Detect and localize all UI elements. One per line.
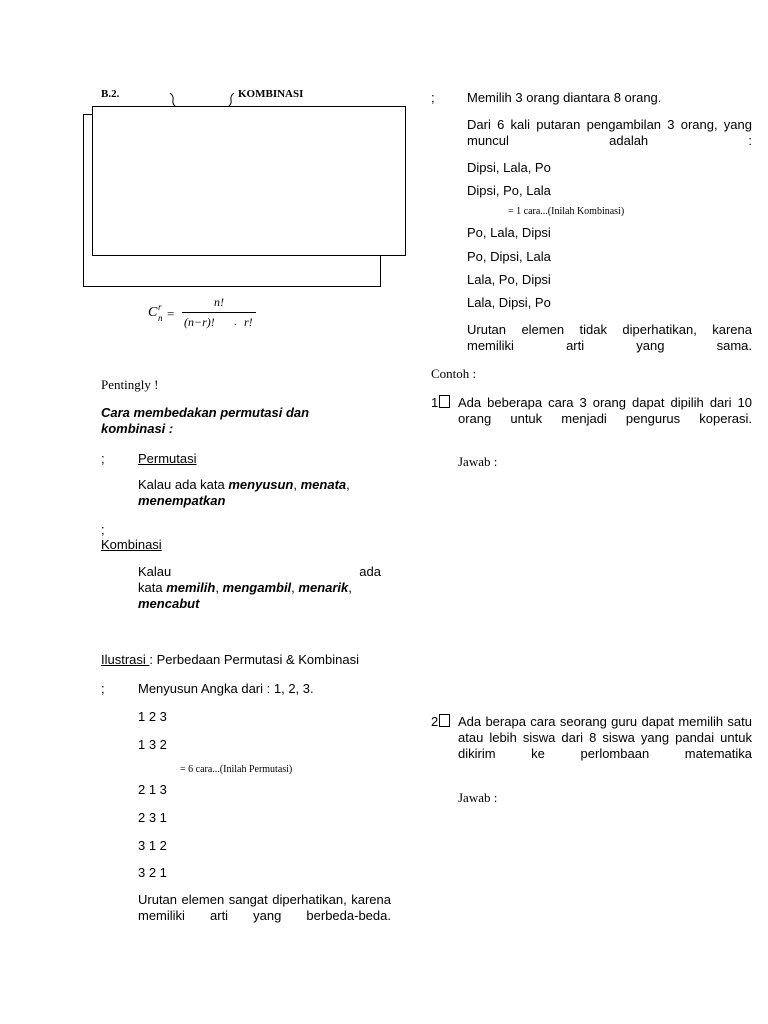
combination-formula <box>148 295 278 338</box>
bullet: ; <box>431 90 435 105</box>
example-2-number <box>431 714 450 730</box>
separator: , <box>215 580 223 595</box>
pentingly-note: Pentingly ! <box>101 377 159 392</box>
comb-row-2: Dipsi, Po, Lala <box>467 183 551 198</box>
keyword-menyusun: menyusun <box>228 477 294 492</box>
perm-row-2: 1 3 2 <box>138 737 167 752</box>
keyword-mengambil: mengambil <box>222 580 292 595</box>
section-title: KOMBINASI <box>238 88 304 100</box>
difference-heading: Cara membedakan permutasi dan kombinasi : <box>101 405 310 436</box>
memilih-text: Memilih 3 orang diantara 8 orang. <box>467 90 662 105</box>
text-kalau: Kalau <box>138 564 172 579</box>
formula-denominator-left: (n−r)! <box>184 315 215 329</box>
separator: , <box>348 580 352 595</box>
formula-equals: = <box>167 306 175 321</box>
comb-row-1: Dipsi, Lala, Po <box>467 160 551 175</box>
menyusun-text: Menyusun Angka dari : 1, 2, 3. <box>138 681 314 696</box>
example-1-number <box>431 395 450 411</box>
jawab-2: Jawab : <box>458 790 498 805</box>
comb-row-5: Lala, Po, Dipsi <box>467 272 551 287</box>
text-prefix: Kalau ada kata <box>138 477 229 492</box>
perm-conclusion: Urutan elemen sangat diperhatikan, karena memiliki arti yang berbeda-beda. <box>138 892 391 923</box>
perm-row-3: 2 1 3 <box>138 782 167 797</box>
separator: , <box>293 477 301 492</box>
keyword-menarik: menarik <box>298 580 349 595</box>
comb-row-6: Lala, Dipsi, Po <box>467 295 551 310</box>
keyword-menata: menata <box>300 477 347 492</box>
permutasi-description <box>138 477 378 509</box>
ilustrasi-line <box>101 652 359 668</box>
section-number: B.2. <box>101 88 120 100</box>
separator: , <box>346 477 350 492</box>
keyword-menempatkan: menempatkan <box>138 493 226 508</box>
bullet: ; <box>101 522 105 537</box>
number: 1 <box>431 395 439 410</box>
comb-row-4: Po, Dipsi, Lala <box>467 249 551 264</box>
example-1-text: Ada beberapa cara 3 orang dapat dipilih dari 10 orang untuk menjadi pengurus koperasi. <box>458 395 752 426</box>
keyword-memilih: memilih <box>166 580 216 595</box>
ilustrasi-label: Ilustrasi <box>101 652 150 667</box>
number: 2 <box>431 714 439 729</box>
perm-note: = 6 cara...(Inilah Permutasi) <box>180 764 293 775</box>
perm-row-6: 3 2 1 <box>138 865 167 880</box>
kombinasi-description <box>138 564 381 612</box>
bullet: ; <box>101 451 105 466</box>
formula-sup: r <box>158 302 162 312</box>
text-ada: ada <box>359 564 381 579</box>
dari-text: Dari 6 kali putaran pengambilan 3 orang, yang muncul adalah : <box>467 117 752 148</box>
jawab-1: Jawab : <box>458 454 498 469</box>
blank-box-front <box>92 106 406 256</box>
perm-row-1: 1 2 3 <box>138 709 167 724</box>
formula-c: C <box>148 305 158 320</box>
formula-sub: n <box>158 313 163 323</box>
formula-numerator: n! <box>214 295 224 309</box>
checkbox-glyph-icon <box>439 395 450 408</box>
formula-denominator-right: r! <box>244 315 253 329</box>
keyword-mencabut: mencabut <box>138 596 200 611</box>
comb-note: = 1 cara...(Inilah Kombinasi) <box>508 206 625 217</box>
perm-row-5: 3 1 2 <box>138 838 167 853</box>
bullet: ; <box>101 681 105 696</box>
separator: , <box>291 580 299 595</box>
text-prefix: kata <box>138 580 167 595</box>
contoh-label: Contoh : <box>431 366 477 381</box>
ilustrasi-text: : Perbedaan Permutasi & Kombinasi <box>149 652 359 667</box>
perm-row-4: 2 3 1 <box>138 810 167 825</box>
example-2-text: Ada berapa cara seorang guru dapat memilih satu atau lebih siswa dari 8 siswa yang pandai untuk dikirim ke perlombaan matematika <box>458 714 752 761</box>
fraction-bar <box>182 312 256 313</box>
checkbox-glyph-icon <box>439 714 450 727</box>
comb-row-3: Po, Lala, Dipsi <box>467 225 551 240</box>
permutasi-label: Permutasi <box>138 451 197 466</box>
comb-conclusion: Urutan elemen tidak diperhatikan, karena memiliki arti yang sama. <box>467 322 752 353</box>
formula-denominator-dot: . <box>234 317 237 328</box>
kombinasi-label: Kombinasi <box>101 537 162 552</box>
